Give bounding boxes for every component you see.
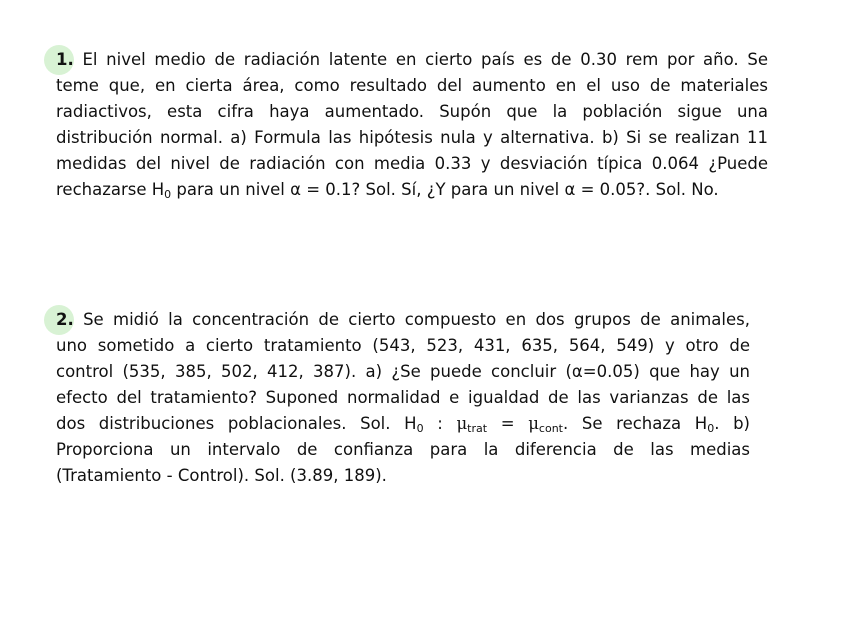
problem-2-hypothesis-line: dos distribuciones poblacionales. Sol. $H_0$ : $\mu_{trat} = \mu_{cont}$. Se rechaza $H_0$. b) [56, 414, 750, 435]
problem-2-number: 2. [56, 310, 74, 329]
problem-1-number: 1. [56, 50, 74, 69]
problem-2-line-4: efecto del tratamiento? Suponed normalidad e igualdad de las varianzas de las [56, 388, 750, 407]
problem-2-line-7: (Tratamiento - Control). Sol. (3.89, 189). [56, 466, 387, 485]
problem-2 [56, 307, 750, 489]
problem-1-line-5: medidas del nivel de radiación con media 0.33 y desviación típica 0.064 ¿Puede [56, 154, 768, 173]
problem-1 [56, 47, 768, 203]
problem-1-line-2: teme que, en cierta área, como resultado del aumento en el uso de materiales [56, 76, 768, 95]
problem-1-line-4: distribución normal. a) Formula las hipótesis nula y alternativa. b) Si se realizan 11 [56, 128, 768, 147]
problem-1-line-1: 1. El nivel medio de radiación latente en cierto país es de 0.30 rem por año. Se [56, 50, 768, 69]
problem-2-line-1: 2. Se midió la concentración de cierto compuesto en dos grupos de animales, [56, 310, 750, 329]
problem-1-line-6: rechazarse $H_0$ para un nivel α = 0.1? Sol. Sí, ¿Y para un nivel α = 0.05?. Sol. No. [56, 180, 719, 201]
problem-2-line-3: control (535, 385, 502, 412, 387). a) ¿Se puede concluir (α=0.05) que hay un [56, 362, 750, 381]
problem-2-line-6: Proporciona un intervalo de confianza para la diferencia de las medias [56, 440, 750, 459]
problem-1-line-3: radiactivos, esta cifra haya aumentado. Supón que la población sigue una [56, 102, 768, 121]
problem-2-line-2: uno sometido a cierto tratamiento (543, 523, 431, 635, 564, 549) y otro de [56, 336, 750, 355]
